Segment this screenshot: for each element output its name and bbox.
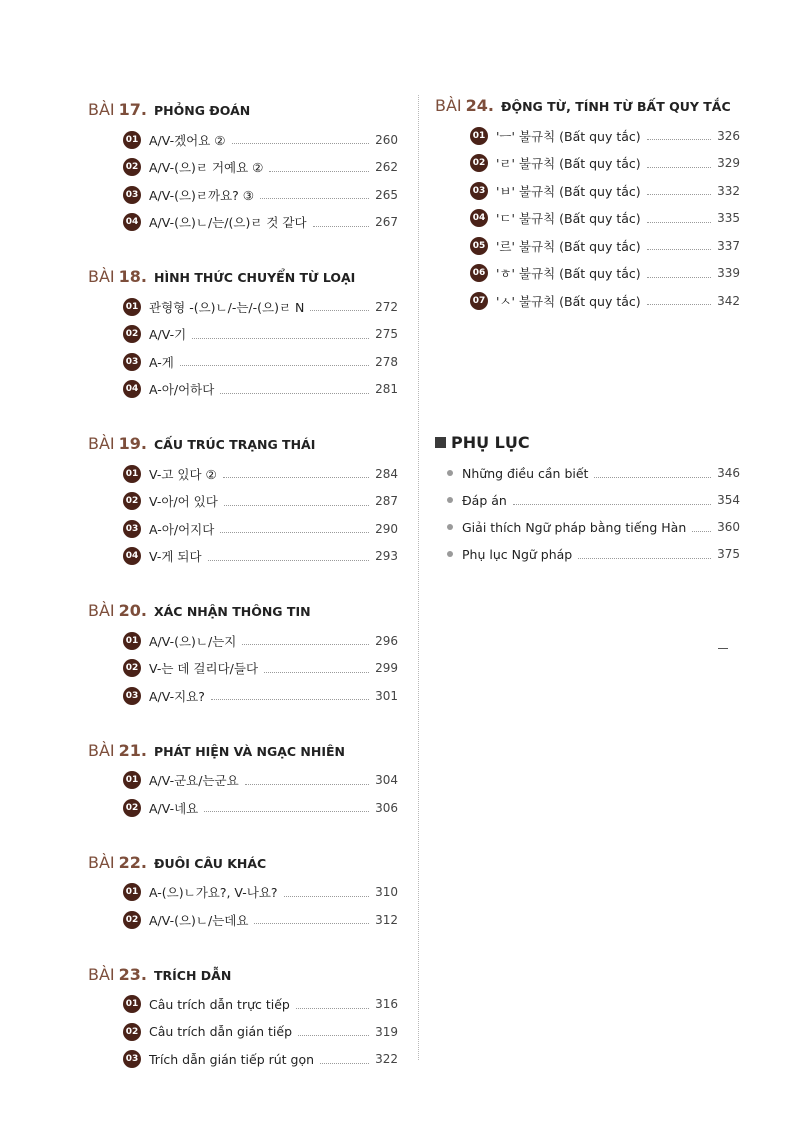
page-number: 278 xyxy=(375,354,398,369)
entry-list xyxy=(123,767,398,822)
page-number: 272 xyxy=(375,299,398,314)
toc-entry[interactable] xyxy=(470,260,740,288)
section-spacer xyxy=(88,403,398,434)
page-number: 296 xyxy=(375,633,398,648)
toc-entry[interactable] xyxy=(123,126,398,154)
entry-number-badge: 01 xyxy=(123,771,141,789)
lesson-number: 23. xyxy=(118,964,147,984)
entry-label: Câu trích dẫn gián tiếp xyxy=(149,1024,293,1040)
page-number: 354 xyxy=(717,493,740,507)
section-heading xyxy=(88,853,398,872)
dot-leader xyxy=(220,532,369,533)
page-number: 265 xyxy=(375,187,398,202)
toc-entry[interactable] xyxy=(470,287,740,315)
toc-section xyxy=(88,741,398,822)
dot-leader xyxy=(242,644,369,645)
entry-label: A-아/어지다 xyxy=(149,521,215,537)
toc-section xyxy=(88,853,398,934)
toc-entry[interactable] xyxy=(123,460,398,488)
toc-entry[interactable] xyxy=(123,794,398,822)
entry-number-badge: 02 xyxy=(123,1023,141,1041)
toc-entry[interactable] xyxy=(123,154,398,182)
section-spacer xyxy=(88,236,398,267)
entry-label: '르' 불규칙 (Bất quy tắc) xyxy=(496,238,641,254)
section-title: XÁC NHẬN THÔNG TIN xyxy=(153,604,311,619)
page-number: 319 xyxy=(375,1024,398,1039)
lesson-number: 18. xyxy=(118,267,147,286)
page-number: 332 xyxy=(717,183,740,198)
entry-label: 'ㅅ' 불규칙 (Bất quy tắc) xyxy=(496,293,641,309)
lesson-prefix: BÀI xyxy=(88,964,115,984)
page-number: 310 xyxy=(375,885,398,900)
section-spacer xyxy=(88,710,398,741)
entry-list xyxy=(123,126,398,236)
dot-leader xyxy=(269,171,369,172)
entry-list xyxy=(123,627,398,710)
entry-label: A/V-네요 xyxy=(149,800,199,816)
bullet-icon xyxy=(447,470,453,476)
toc-entry[interactable] xyxy=(123,181,398,209)
entry-label: A/V-겠어요 ② xyxy=(149,132,226,148)
entry-number-badge: 03 xyxy=(123,687,141,705)
page-number: 312 xyxy=(375,912,398,927)
entry-number-badge: 03 xyxy=(123,1050,141,1068)
entry-label: Trích dẫn gián tiếp rút gọn xyxy=(149,1051,315,1067)
page-number: 339 xyxy=(717,266,740,281)
entry-number-badge: 04 xyxy=(123,547,141,565)
column-divider xyxy=(418,95,419,1060)
page-number: 306 xyxy=(375,800,398,815)
lesson-number: 17. xyxy=(118,100,147,119)
appendix-entry[interactable] xyxy=(447,514,740,541)
entry-list xyxy=(123,991,398,1074)
entry-list xyxy=(123,879,398,934)
toc-entry[interactable] xyxy=(123,991,398,1019)
toc-entry[interactable] xyxy=(470,205,740,233)
dot-leader xyxy=(310,310,369,311)
entry-label: Câu trích dẫn trực tiếp xyxy=(149,996,290,1012)
toc-entry[interactable] xyxy=(123,348,398,376)
entry-list xyxy=(123,460,398,570)
entry-number-badge: 01 xyxy=(123,465,141,483)
page-number: 284 xyxy=(375,466,398,481)
dot-leader xyxy=(224,505,369,506)
entry-label: A/V-(으)ㄴ/는데요 xyxy=(149,912,249,928)
lesson-number: 21. xyxy=(118,740,147,760)
entry-label: A-게 xyxy=(149,354,174,370)
entry-label: A/V-(으)ㄹ까요? ③ xyxy=(149,187,254,203)
entry-label: Những điều cần biết xyxy=(462,465,589,481)
section-title: HÌNH THỨC CHUYỂN TỪ LOẠI xyxy=(153,270,356,285)
page-number: 301 xyxy=(375,688,398,703)
entry-number-badge: 04 xyxy=(123,213,141,231)
entry-label: A/V-(으)ㄴ/는지 xyxy=(149,633,237,649)
appendix-heading xyxy=(435,433,740,452)
section-title: PHÁT HIỆN VÀ NGẠC NHIÊN xyxy=(153,743,345,759)
dot-leader xyxy=(204,811,369,812)
entry-number-badge: 04 xyxy=(123,380,141,398)
dot-leader xyxy=(211,699,369,700)
section-heading xyxy=(88,434,398,453)
lesson-prefix: BÀI xyxy=(88,852,115,872)
toc-entry[interactable] xyxy=(123,906,398,934)
entry-number-badge: 01 xyxy=(470,127,488,145)
entry-label: 'ㄷ' 불규칙 (Bất quy tắc) xyxy=(496,211,641,227)
toc-section xyxy=(88,965,398,1074)
entry-list xyxy=(470,122,740,315)
appendix-section xyxy=(435,433,740,568)
page-number: 281 xyxy=(375,382,398,397)
toc-section xyxy=(88,267,398,403)
entry-number-badge: 05 xyxy=(470,237,488,255)
entry-number-badge: 03 xyxy=(470,182,488,200)
appendix-title: PHỤ LỤC xyxy=(451,432,530,452)
dot-leader xyxy=(594,477,711,478)
entry-label: V-게 되다 xyxy=(149,549,202,565)
toc-entry[interactable] xyxy=(123,1018,398,1046)
lesson-number: 20. xyxy=(118,601,147,620)
section-heading xyxy=(88,267,398,286)
entry-number-badge: 03 xyxy=(123,520,141,538)
page-number: 304 xyxy=(375,773,398,788)
entry-label: A/V-(으)ㄹ 거예요 ② xyxy=(149,160,264,176)
toc-entry[interactable] xyxy=(470,150,740,178)
dot-leader xyxy=(180,365,369,366)
entry-label: 관형형 -(으)ㄴ/-는/-(으)ㄹ N xyxy=(149,299,305,315)
dot-leader xyxy=(296,1008,369,1009)
appendix-entry[interactable] xyxy=(447,487,740,514)
entry-label: A/V-(으)ㄴ/는/(으)ㄹ 것 같다 xyxy=(149,215,307,231)
page-number: 293 xyxy=(375,549,398,564)
entry-number-badge: 01 xyxy=(123,298,141,316)
entry-label: 'ㅎ' 불규칙 (Bất quy tắc) xyxy=(496,266,641,282)
dot-leader xyxy=(320,1063,369,1064)
lesson-number: 24. xyxy=(465,96,494,115)
dot-leader xyxy=(232,143,370,144)
toc-section xyxy=(88,601,398,710)
page-number: 326 xyxy=(717,128,740,143)
toc-right-column xyxy=(435,96,740,568)
entry-number-badge: 07 xyxy=(470,292,488,310)
entry-number-badge: 03 xyxy=(123,186,141,204)
page-number: 375 xyxy=(717,547,740,561)
entry-label: Đáp án xyxy=(462,492,507,508)
dot-leader xyxy=(647,194,711,195)
entry-label: V-는 데 걸리다/들다 xyxy=(149,661,259,677)
dot-leader xyxy=(313,226,370,227)
toc-entry[interactable] xyxy=(123,682,398,710)
section-title: PHỎNG ĐOÁN xyxy=(153,103,251,118)
toc-left-column xyxy=(88,100,398,1073)
page-number: 275 xyxy=(375,327,398,342)
square-bullet-icon xyxy=(435,437,446,448)
page-number: 337 xyxy=(717,238,740,253)
toc-entry[interactable] xyxy=(470,122,740,150)
bullet-icon xyxy=(447,524,453,530)
dot-leader xyxy=(260,198,369,199)
dot-leader xyxy=(647,222,711,223)
dot-leader xyxy=(264,672,369,673)
entry-number-badge: 01 xyxy=(123,883,141,901)
lesson-prefix: BÀI xyxy=(435,96,462,115)
appendix-entry[interactable] xyxy=(447,460,740,487)
page-number: 267 xyxy=(375,215,398,230)
dot-leader xyxy=(647,167,711,168)
toc-entry[interactable] xyxy=(470,177,740,205)
dot-leader xyxy=(284,896,370,897)
section-spacer xyxy=(88,934,398,965)
entry-label: V-아/어 있다 xyxy=(149,494,218,510)
toc-entry[interactable] xyxy=(123,293,398,321)
toc-section xyxy=(88,100,398,236)
dot-leader xyxy=(208,560,370,561)
entry-number-badge: 02 xyxy=(470,154,488,172)
toc-entry[interactable] xyxy=(123,488,398,516)
entry-number-badge: 02 xyxy=(123,911,141,929)
lesson-prefix: BÀI xyxy=(88,740,115,760)
entry-number-badge: 02 xyxy=(123,659,141,677)
lesson-prefix: BÀI xyxy=(88,267,115,286)
section-title: ĐUÔI CÂU KHÁC xyxy=(153,855,267,871)
entry-label: Phụ lục Ngữ pháp xyxy=(462,546,573,562)
entry-label: A-(으)ㄴ가요?, V-나요? xyxy=(149,885,278,901)
section-heading xyxy=(88,741,398,760)
section-title: TRÍCH DẪN xyxy=(153,967,232,983)
toc-entry[interactable] xyxy=(123,655,398,683)
dot-leader xyxy=(192,338,369,339)
dot-leader xyxy=(647,139,711,140)
toc-entry[interactable] xyxy=(123,879,398,907)
dot-leader xyxy=(513,504,711,505)
lesson-number: 19. xyxy=(118,434,147,453)
entry-label: A/V-기 xyxy=(149,327,187,343)
toc-entry[interactable] xyxy=(123,1046,398,1074)
section-title: ĐỘNG TỪ, TÍNH TỪ BẤT QUY TẮC xyxy=(500,99,731,114)
dot-leader xyxy=(692,531,711,532)
appendix-spacer xyxy=(435,315,740,433)
dot-leader xyxy=(245,784,369,785)
lesson-prefix: BÀI xyxy=(88,434,115,453)
entry-label: A/V-지요? xyxy=(149,688,205,704)
entry-label: 'ㅂ' 불규칙 (Bất quy tắc) xyxy=(496,183,641,199)
toc-entry[interactable] xyxy=(470,232,740,260)
dot-leader xyxy=(220,393,369,394)
page-number: 262 xyxy=(375,160,398,175)
page-number: 346 xyxy=(717,466,740,480)
entry-number-badge: 02 xyxy=(123,325,141,343)
toc-entry[interactable] xyxy=(123,321,398,349)
entry-number-badge: 04 xyxy=(470,209,488,227)
section-heading xyxy=(88,965,398,984)
dot-leader xyxy=(254,923,369,924)
entry-number-badge: 01 xyxy=(123,131,141,149)
section-heading xyxy=(88,601,398,620)
section-title: CẤU TRÚC TRẠNG THÁI xyxy=(153,437,316,452)
toc-section xyxy=(435,96,740,315)
entry-label: 'ㄹ' 불규칙 (Bất quy tắc) xyxy=(496,156,641,172)
section-heading xyxy=(88,100,398,119)
section-spacer xyxy=(88,822,398,853)
entry-list xyxy=(123,293,398,403)
page-number: 290 xyxy=(375,521,398,536)
entry-number-badge: 01 xyxy=(123,632,141,650)
dot-leader xyxy=(298,1035,369,1036)
toc-entry[interactable] xyxy=(123,543,398,571)
toc-entry[interactable] xyxy=(123,376,398,404)
page-number: 260 xyxy=(375,132,398,147)
section-heading xyxy=(435,96,740,115)
dot-leader xyxy=(223,477,369,478)
page-number: 360 xyxy=(717,520,740,534)
bullet-icon xyxy=(447,551,453,557)
dot-leader xyxy=(647,304,711,305)
dot-leader xyxy=(647,249,711,250)
appendix-list xyxy=(447,460,740,568)
bullet-icon xyxy=(447,497,453,503)
entry-label: V-고 있다 ② xyxy=(149,466,217,482)
toc-entry[interactable] xyxy=(123,627,398,655)
lesson-prefix: BÀI xyxy=(88,601,115,620)
page-number: 287 xyxy=(375,494,398,509)
lesson-number: 22. xyxy=(118,852,147,872)
entry-number-badge: 01 xyxy=(123,995,141,1013)
toc-entry[interactable] xyxy=(123,515,398,543)
entry-label: 'ㅡ' 불규칙 (Bất quy tắc) xyxy=(496,128,641,144)
appendix-entry[interactable] xyxy=(447,541,740,568)
page-number: 329 xyxy=(717,156,740,171)
entry-number-badge: 03 xyxy=(123,353,141,371)
dot-leader xyxy=(578,558,711,559)
entry-label: Giải thích Ngữ pháp bằng tiếng Hàn xyxy=(462,519,687,535)
entry-label: A-아/어하다 xyxy=(149,382,215,398)
page-number: 316 xyxy=(375,997,398,1012)
dot-leader xyxy=(647,277,711,278)
entry-number-badge: 02 xyxy=(123,799,141,817)
lesson-prefix: BÀI xyxy=(88,100,115,119)
page-number: 322 xyxy=(375,1052,398,1067)
toc-section xyxy=(88,434,398,570)
toc-entry[interactable] xyxy=(123,209,398,237)
page-number: 342 xyxy=(717,293,740,308)
page-number: 299 xyxy=(375,661,398,676)
entry-label: A/V-군요/는군요 xyxy=(149,773,239,789)
toc-entry[interactable] xyxy=(123,767,398,795)
entry-number-badge: 02 xyxy=(123,492,141,510)
section-spacer xyxy=(88,570,398,601)
entry-number-badge: 06 xyxy=(470,264,488,282)
stray-mark xyxy=(718,648,728,649)
page-number: 335 xyxy=(717,211,740,226)
entry-number-badge: 02 xyxy=(123,158,141,176)
